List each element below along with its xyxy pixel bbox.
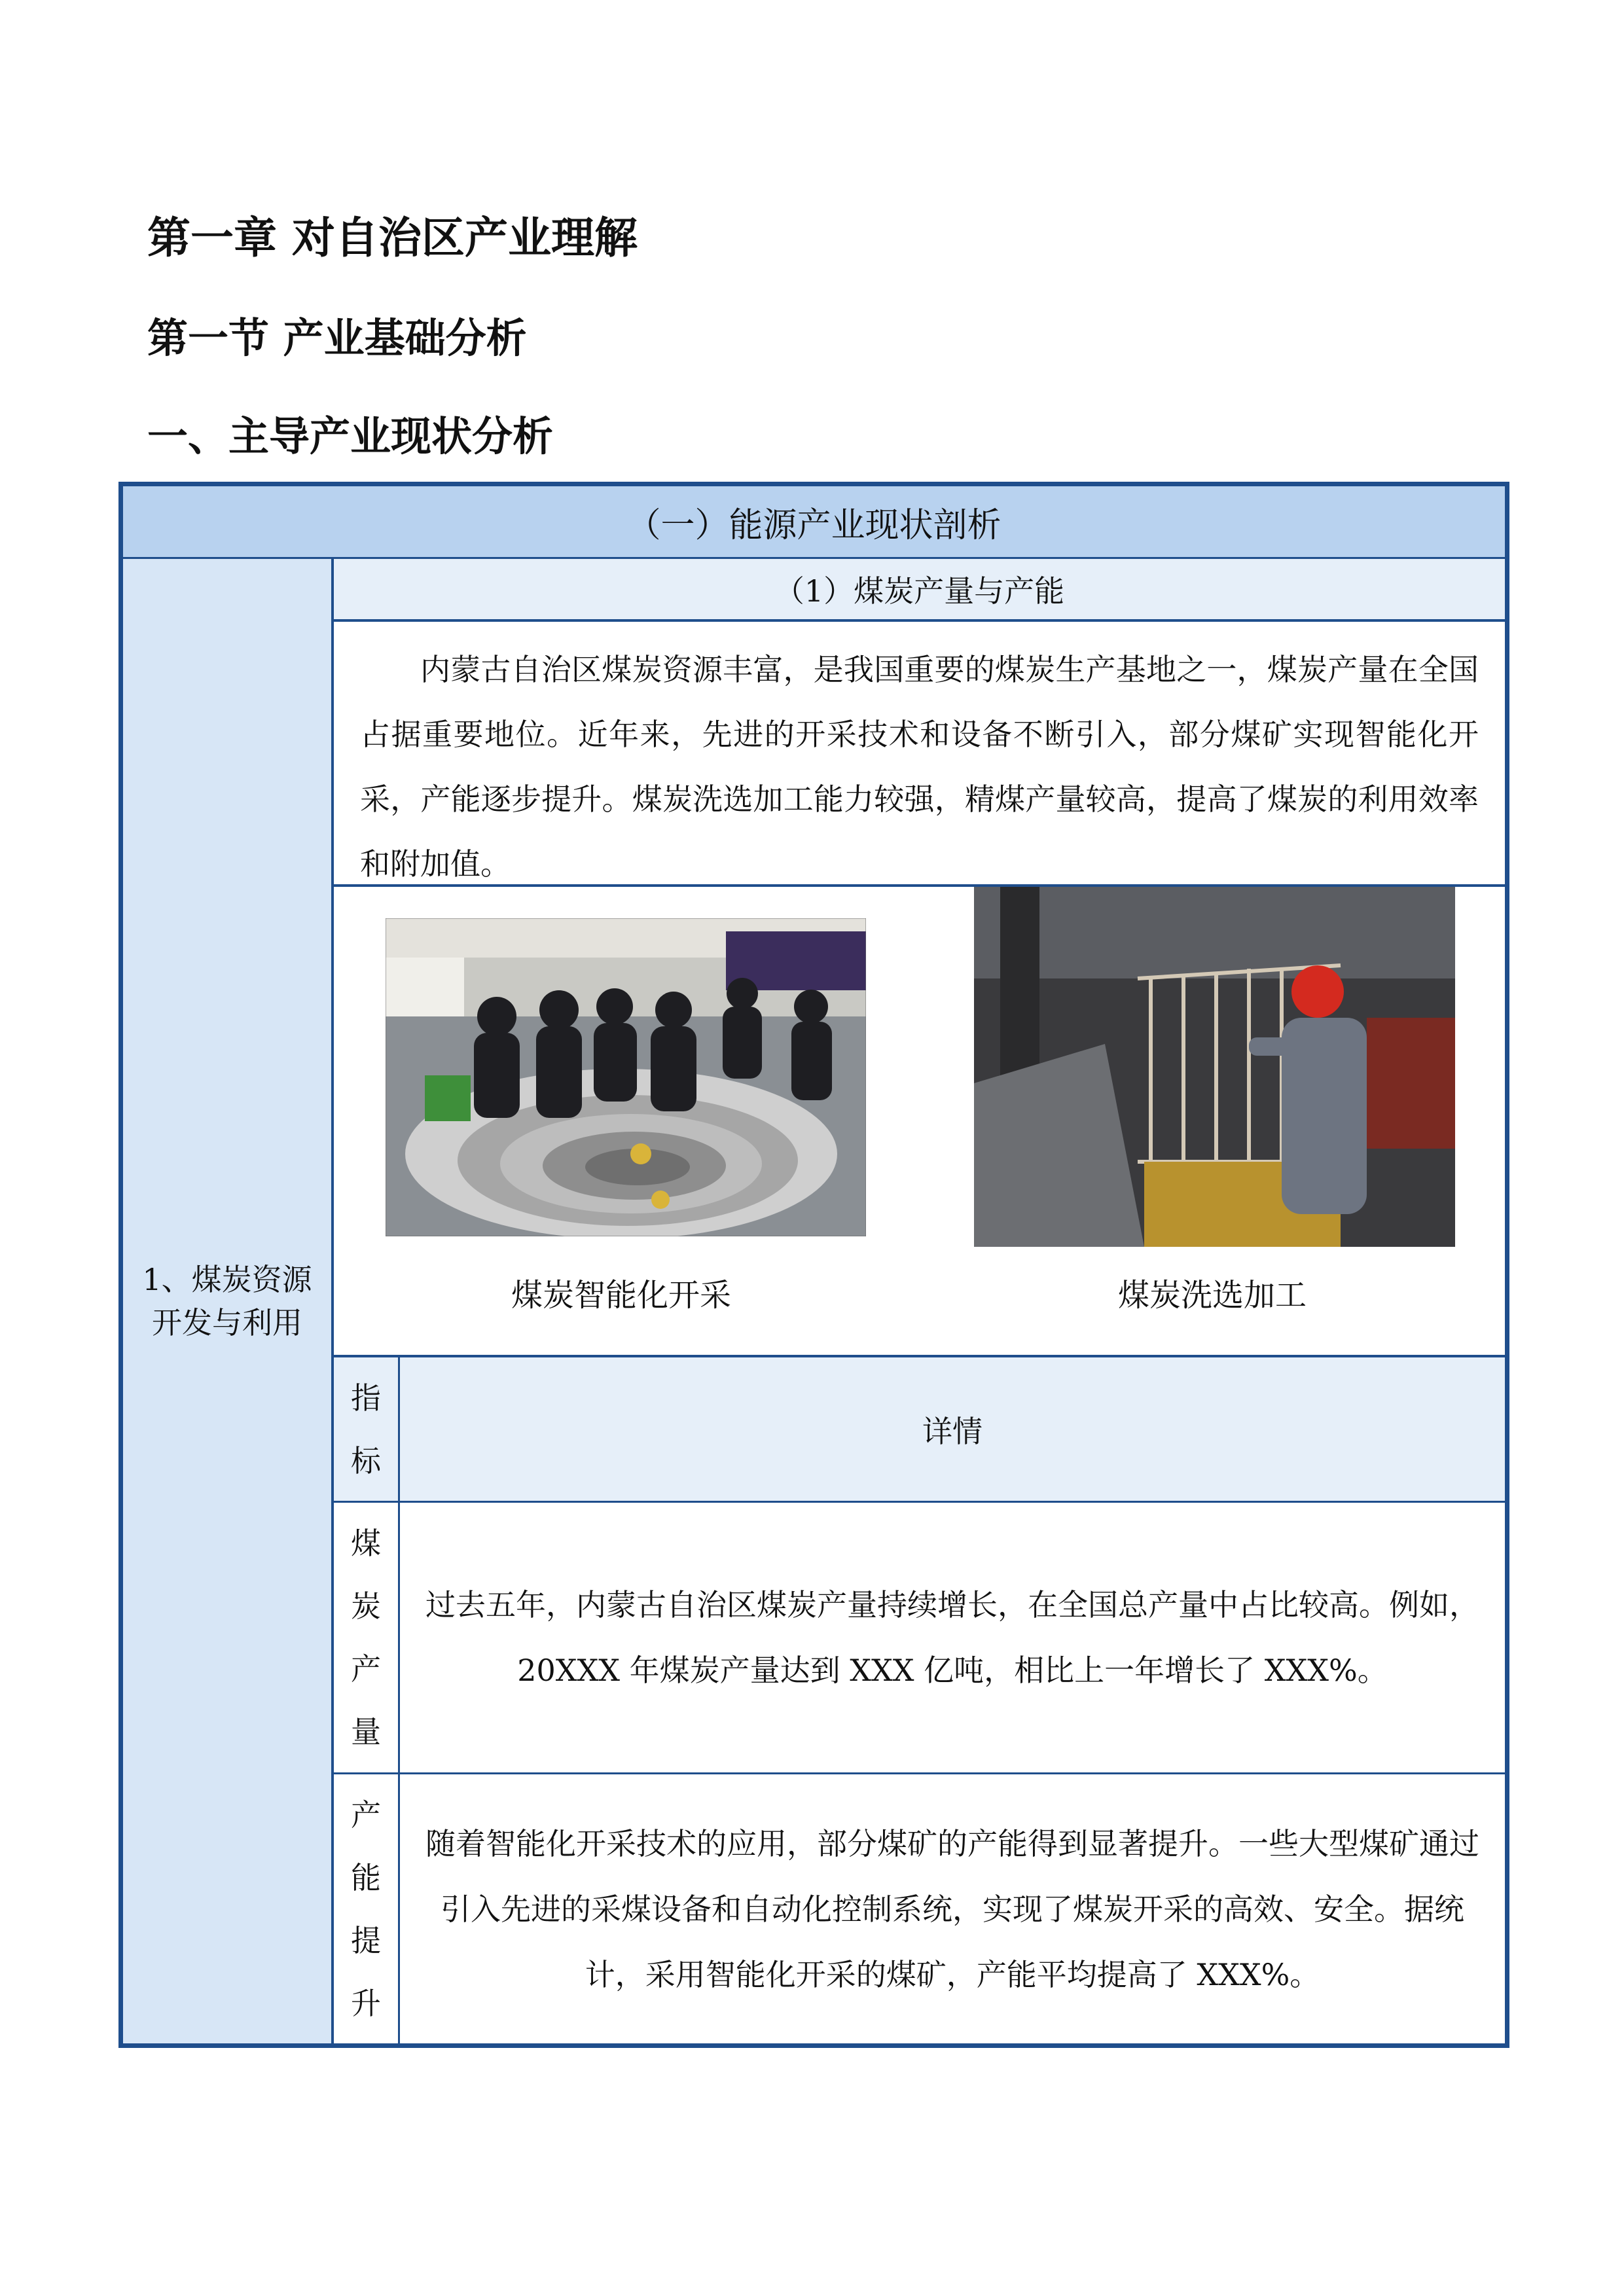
photo-smart-mining (386, 918, 866, 1236)
photo-coal-washing (974, 887, 1455, 1247)
table-title: （一）能源产业现状剖析 (123, 486, 1505, 557)
table-row-indicator (334, 1503, 398, 1772)
subsection-heading: 一、主导产业现状分析 (147, 412, 554, 460)
chapter-heading: 第一章 对自治区产业理解 (147, 212, 638, 263)
indicator-capacity: 产能提升 (351, 1797, 381, 2021)
caption-smart-mining: 煤炭智能化开采 (511, 1277, 732, 1314)
energy-table (118, 482, 1509, 2048)
detail-header: 详情 (400, 1357, 1505, 1501)
section-heading: 第一节 产业基础分析 (147, 314, 527, 362)
intro-paragraph: 内蒙古自治区煤炭资源丰富，是我国重要的煤炭生产基地之一，煤炭产量在全国占据重要地位。近年来，先进的开采技术和设备不断引入，部分煤矿实现智能化开采，产能逐步提升。煤炭洗选加工能力较强，精煤产量较高，提高了煤炭的利用效率和附加值。 (360, 652, 1479, 882)
subtitle: （1）煤炭产量与产能 (334, 559, 1505, 619)
detail-coal-output: 过去五年，内蒙古自治区煤炭产量持续增长，在全国总产量中占比较高。例如，20XXX 年煤炭产量达到 XXX 亿吨，相比上一年增长了 XXX%。 (425, 1587, 1479, 1688)
row-label-coal: 1、煤炭资源开发与利用 (123, 559, 331, 2043)
indicator-header-text: 指标 (351, 1380, 381, 1479)
indicator-coal-output: 煤炭产量 (351, 1526, 381, 1749)
caption-coal-washing: 煤炭洗选加工 (1118, 1277, 1307, 1314)
detail-capacity: 随着智能化开采技术的应用，部分煤矿的产能得到显著提升。一些大型煤矿通过引入先进的采煤设备和自动化控制系统，实现了煤炭开采的高效、安全。据统计，采用智能化开采的煤矿，产能平均提高了 XXX%。 (425, 1825, 1479, 1992)
indicator-header (334, 1357, 398, 1501)
table-row-indicator (334, 1774, 398, 2043)
